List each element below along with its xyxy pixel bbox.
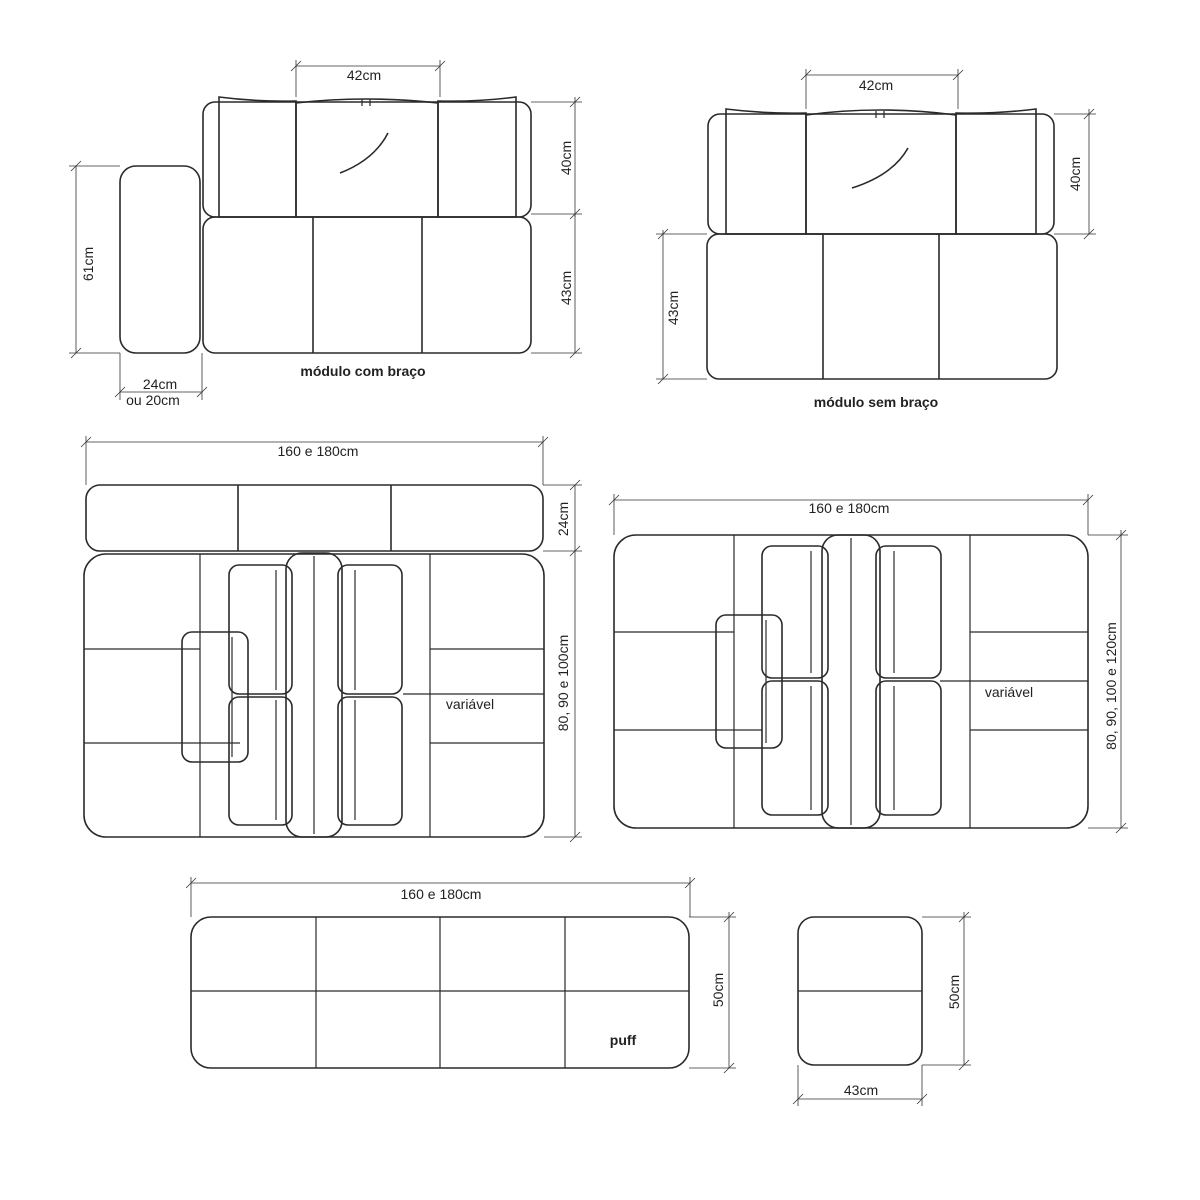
back-frame — [203, 102, 531, 217]
pillow — [229, 697, 292, 825]
dim-label-plan-depth: 80, 90 e 100cm — [555, 634, 571, 732]
dim-label-seat-height: 43cm — [665, 290, 681, 326]
back-bar — [86, 485, 543, 551]
dim-seat-height — [531, 214, 582, 358]
dim-label-puff-small-depth: 50cm — [946, 974, 962, 1010]
pillow — [876, 546, 941, 678]
dim-puff-small-width — [793, 1065, 927, 1106]
dim-plan-depth — [544, 551, 582, 842]
cushion-fold-mark — [340, 133, 388, 173]
label-module-with-arm: módulo com braço — [300, 363, 426, 379]
label-puff: puff — [609, 1032, 637, 1048]
dim-puff-small-depth — [922, 912, 971, 1070]
back-cushion-left — [219, 97, 296, 217]
dim-puff-depth — [689, 912, 736, 1073]
puff-long — [186, 877, 736, 1073]
back-frame — [708, 114, 1054, 234]
dim-plan-depth — [1088, 530, 1128, 833]
arm-block — [120, 166, 200, 353]
dim-cushion-width — [801, 69, 963, 109]
dim-label-arm-depth: 24cm — [555, 501, 571, 537]
dim-arm-height — [69, 161, 120, 358]
dim-label-back-height: 40cm — [558, 140, 574, 176]
dim-label-arm-height: 61cm — [80, 246, 96, 282]
dim-back-height — [1054, 109, 1096, 239]
back-cushion-right — [956, 109, 1036, 234]
dim-label-plan-depth: 80, 90, 100 e 120cm — [1103, 622, 1119, 750]
dim-label-puff-width: 160 e 180cm — [400, 886, 482, 902]
dim-arm-width — [115, 353, 207, 408]
note-variable: variável — [445, 696, 495, 712]
dim-arm-depth — [543, 480, 582, 556]
dim-label-back-height: 40cm — [1067, 156, 1083, 192]
plan-view-without-arm — [609, 494, 1128, 833]
note-variable: variável — [984, 684, 1034, 700]
dim-label-plan-width: 160 e 180cm — [808, 500, 890, 516]
dim-label-arm-width-2: ou 20cm — [126, 392, 180, 408]
dim-label-puff-small-width: 43cm — [843, 1082, 879, 1098]
dim-label-cushion-width: 42cm — [346, 67, 382, 83]
back-cushion-left — [726, 109, 806, 234]
pillow — [338, 697, 402, 825]
dim-back-height — [531, 97, 582, 219]
seat-base — [707, 234, 1057, 379]
dim-label-arm-width-1: 24cm — [142, 376, 178, 392]
dim-cushion-width — [291, 60, 445, 97]
seat-base — [203, 217, 531, 353]
pillow — [762, 546, 828, 678]
dim-label-puff-depth: 50cm — [710, 972, 726, 1008]
front-view-module-with-arm — [69, 60, 582, 408]
pillow — [229, 565, 292, 694]
dim-plan-width — [81, 436, 548, 485]
dim-plan-width — [609, 494, 1093, 535]
dim-seat-height — [656, 229, 707, 384]
pillow — [338, 565, 402, 694]
front-view-module-without-arm — [656, 69, 1096, 410]
plan-view-with-arm — [81, 436, 582, 842]
dim-label-seat-height: 43cm — [558, 270, 574, 306]
back-cushion-right — [438, 97, 516, 217]
back-cushion-middle — [806, 110, 956, 234]
dim-label-plan-width: 160 e 180cm — [277, 443, 359, 459]
puff-small — [793, 912, 971, 1106]
dim-label-cushion-width: 42cm — [858, 77, 894, 93]
label-module-without-arm: módulo sem braço — [813, 394, 939, 410]
dim-puff-width — [186, 877, 695, 917]
pillow — [876, 681, 941, 815]
cushion-fold-mark — [852, 148, 908, 188]
